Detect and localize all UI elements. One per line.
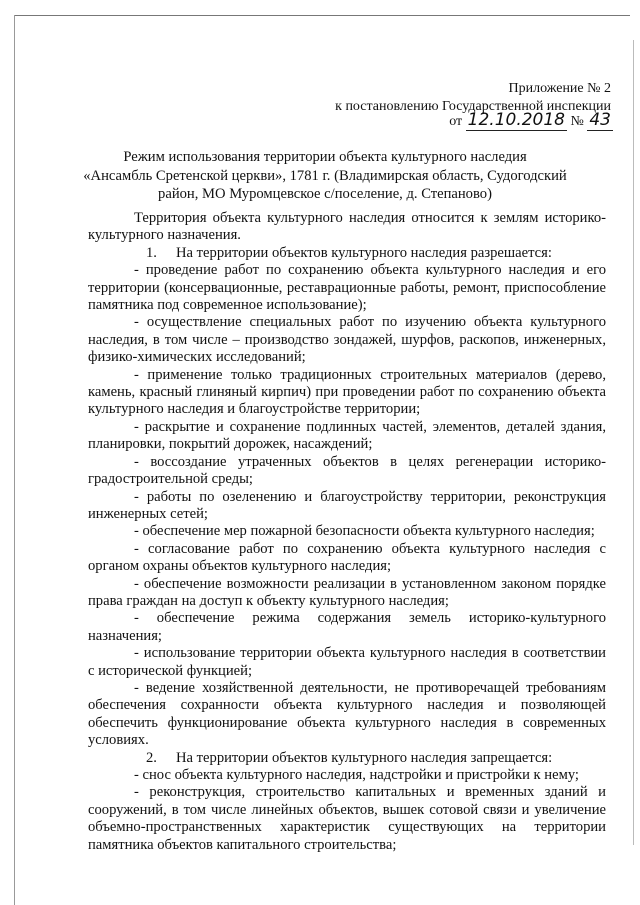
title-line-1: Режим использования территории объекта культурного наследия bbox=[123, 149, 527, 165]
permitted-item: - проведение работ по сохранению объекта культурного наследия и его территории (консервационные, реставрационные работы, ремонт, приспособление памятника под современное использование); bbox=[88, 262, 606, 314]
date-prefix: от bbox=[449, 114, 463, 129]
permitted-item: - работы по озеленению и благоустройству территории, реконструкция инженерных сетей; bbox=[88, 488, 606, 522]
permitted-item: - осуществление специальных работ по изучению объекта культурного наследия, в том числе – производство зондажей, шурфов, раскопов, инженерных, физико-химических исследований; bbox=[88, 314, 606, 366]
appendix-number: Приложение № 2 bbox=[508, 81, 611, 96]
section-1-heading: 1. На территории объектов культурного наследия разрешается: bbox=[146, 244, 552, 261]
scan-edge-right bbox=[633, 40, 634, 845]
prohibited-item: - реконструкция, строительство капитальных и временных зданий и сооружений, в том числе линейных объектов, вышек сотовой связи и увеличение объемно-пространственных характеристик существующих на территории памятника объектов капитального строительства; bbox=[88, 784, 606, 853]
permitted-item: - обеспечение режима содержания земель историко-культурного назначения; bbox=[88, 610, 606, 644]
decree-date-line bbox=[449, 110, 613, 130]
number-sign: № bbox=[570, 114, 584, 129]
permitted-item: - использование территории объекта культурного наследия в соответствии с исторической функцией; bbox=[88, 645, 606, 679]
permitted-item: - обеспечение мер пожарной безопасности объекта культурного наследия; bbox=[134, 523, 595, 540]
permitted-item: - ведение хозяйственной деятельности, не противоречащей требованиям обеспечения сохранности объекта культурного наследия и позволяющей обеспечить функционирование объекта культурного наследия в современных условиях. bbox=[88, 679, 606, 749]
permitted-item: - применение только традиционных строительных материалов (дерево, камень, красный глиняный кирпич) при проведении работ по сохранению объекта культурного наследия и благоустройстве территории; bbox=[88, 366, 606, 418]
permitted-item: - воссоздание утраченных объектов в целях регенерации историко-градостроительной среды; bbox=[88, 453, 606, 488]
title-line-2: «Ансамбль Сретенской церкви», 1781 г. (Владимирская область, Судогодский bbox=[83, 167, 567, 184]
permitted-item: - согласование работ по сохранению объекта культурного наследия с органом охраны объектов культурного наследия; bbox=[88, 540, 606, 575]
document-title bbox=[60, 148, 590, 204]
permitted-item: - обеспечение возможности реализации в установленном законом порядке права граждан на доступ к объекту культурного наследия; bbox=[88, 575, 606, 609]
section-1-number: 1. bbox=[146, 244, 157, 261]
title-line-3: район, МО Муромцевское с/поселение, д. Степаново) bbox=[158, 186, 492, 202]
section-2-number: 2. bbox=[146, 749, 157, 766]
section-2-heading: 2. На территории объектов культурного наследия запрещается: bbox=[146, 749, 553, 766]
handwritten-number: 43 bbox=[589, 110, 611, 130]
document-body bbox=[88, 210, 606, 854]
scan-edge-top bbox=[14, 15, 630, 16]
prohibited-item: - снос объекта культурного наследия, надстройки и пристройки к нему; bbox=[134, 767, 579, 783]
appendix-reference: к постановлению Государственной инспекции bbox=[335, 99, 611, 114]
permitted-item: - раскрытие и сохранение подлинных частей, элементов, деталей здания, планировки, покрытий дорожек, насаждений; bbox=[88, 418, 606, 453]
handwritten-date: 12.10.2018 bbox=[467, 110, 565, 130]
intro-paragraph: Территория объекта культурного наследия относится к землям историко-культурного назначения. bbox=[88, 210, 606, 244]
scan-edge-left bbox=[14, 15, 15, 905]
